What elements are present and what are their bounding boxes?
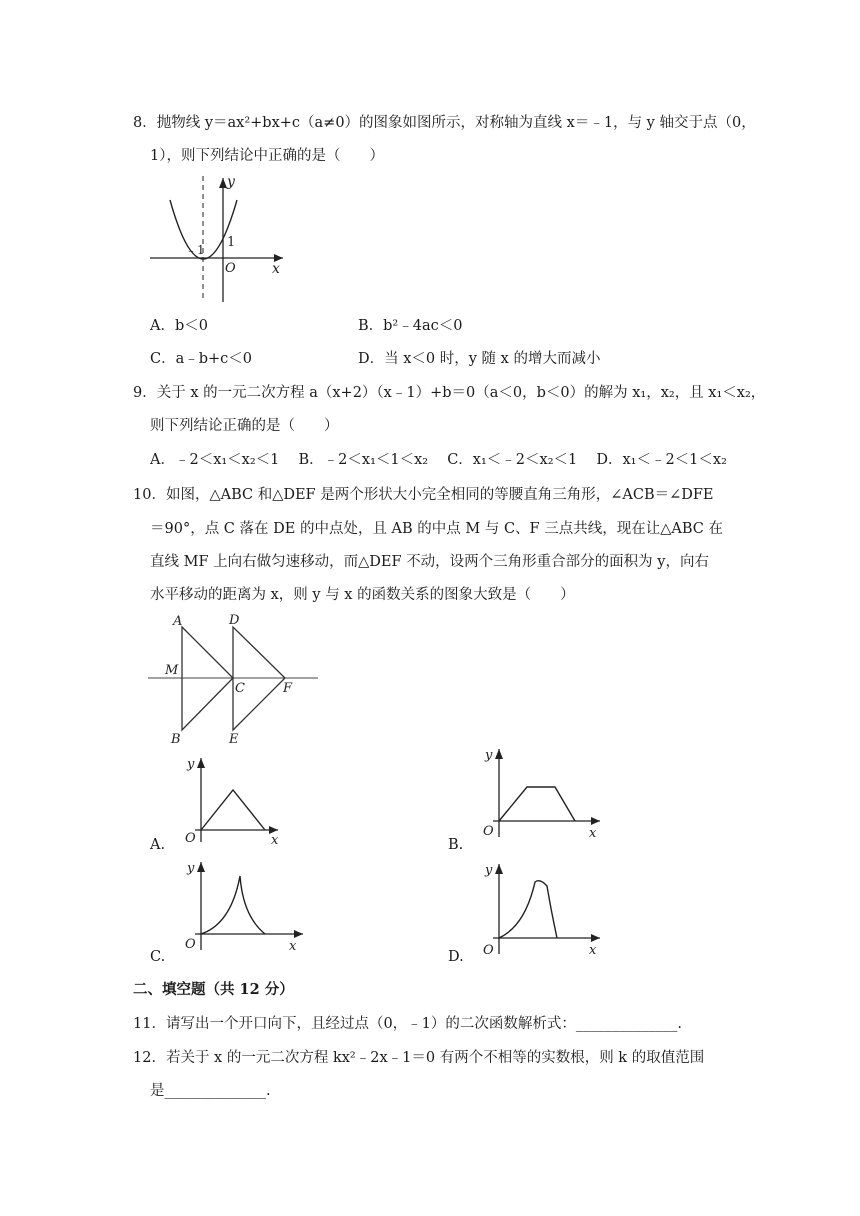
q12-line-2: 是______________. — [150, 1083, 271, 1099]
svg-text:O: O — [185, 937, 196, 952]
q10-line-2: ＝90°，点 C 落在 DE 的中点处，且 AB 的中点 M 与 C、F 三点共线，现在让△ABC 在 — [150, 521, 723, 537]
svg-text:y: y — [187, 757, 195, 772]
q10-choice-b-graph — [475, 745, 605, 845]
svg-text:y: y — [187, 861, 195, 876]
label-a: A — [173, 614, 183, 629]
q8-line-1: 8．抛物线 y＝ax²+bx+c（a≠0）的图象如图所示，对称轴为直线 x＝﹣1，与 y 轴交于点（0， — [133, 115, 756, 131]
svg-text:x: x — [289, 939, 297, 954]
svg-text:x: x — [271, 833, 279, 847]
svg-text:y: y — [485, 748, 493, 763]
svg-text:O: O — [185, 831, 196, 846]
q8-option-a: A．b＜0 — [150, 318, 208, 334]
svg-text:x: x — [589, 826, 597, 841]
q10-choice-d-label: D. — [448, 949, 464, 965]
q9-options: A．﹣2＜x₁＜x₂＜1 B．﹣2＜x₁＜1＜x₂ C．x₁＜﹣2＜x₂＜1 D．x₁＜﹣2＜1＜x₂ — [150, 452, 727, 468]
q12-line-1: 12．若关于 x 的一元二次方程 kx²﹣2x﹣1＝0 有两个不相等的实数根，则 k 的取值范围 — [133, 1050, 705, 1066]
label-e: E — [229, 732, 239, 747]
q10-choice-c-label: C. — [150, 949, 166, 965]
svg-text:O: O — [483, 943, 494, 958]
label-f: F — [283, 681, 293, 696]
q9-line-1: 9．关于 x 的一元二次方程 a（x+2）（x﹣1）+b＝0（a＜0，b＜0）的解为 x₁，x₂，且 x₁＜x₂， — [133, 385, 766, 401]
q8-option-d: D．当 x＜0 时，y 随 x 的增大而减小 — [358, 351, 601, 367]
q9-line-2: 则下列结论正确的是（ ） — [150, 418, 339, 434]
svg-text:O: O — [483, 824, 494, 839]
q11-text: 11．请写出一个开口向下，且经过点（0，﹣1）的二次函数解析式：______________. — [133, 1016, 683, 1032]
q10-choice-a-label: A. — [150, 837, 166, 853]
q8-option-b: B．b²﹣4ac＜0 — [358, 318, 463, 334]
label-b: B — [171, 732, 181, 747]
label-c: C — [235, 681, 245, 696]
q10-triangles-figure — [145, 610, 325, 750]
section-title-fill-in: 二、填空题（共 12 分） — [133, 981, 294, 998]
q10-line-3: 直线 MF 上向右做匀速移动，而△DEF 不动，设两个三角形重合部分的面积为 y，向右 — [150, 554, 709, 570]
svg-text:x: x — [589, 943, 597, 958]
q8-origin-label: O — [225, 261, 236, 276]
q10-line-1: 10．如图，△ABC 和△DEF 是两个形状大小完全相同的等腰直角三角形，∠ACB＝∠DFE — [133, 487, 714, 503]
q10-choice-a-graph — [173, 752, 283, 847]
q8-y-label: y — [227, 174, 235, 190]
q8-line-2: 1），则下列结论中正确的是（ ） — [150, 148, 384, 164]
label-d: D — [229, 613, 240, 628]
q8-x-label: x — [272, 261, 280, 277]
q10-choice-c-graph — [173, 856, 308, 956]
q10-choice-d-graph — [475, 860, 605, 960]
q8-option-c: C．a﹣b+c＜0 — [150, 351, 253, 367]
q10-line-4: 水平移动的距离为 x，则 y 与 x 的函数关系的图象大致是（ ） — [150, 587, 575, 603]
svg-text:y: y — [485, 863, 493, 878]
q8-parabola-figure — [145, 170, 295, 305]
q8-neg-one-label: ﹣1 — [185, 243, 205, 257]
label-m: M — [165, 663, 179, 678]
q10-choice-b-label: B. — [448, 837, 464, 853]
q8-one-label: 1 — [227, 235, 236, 250]
